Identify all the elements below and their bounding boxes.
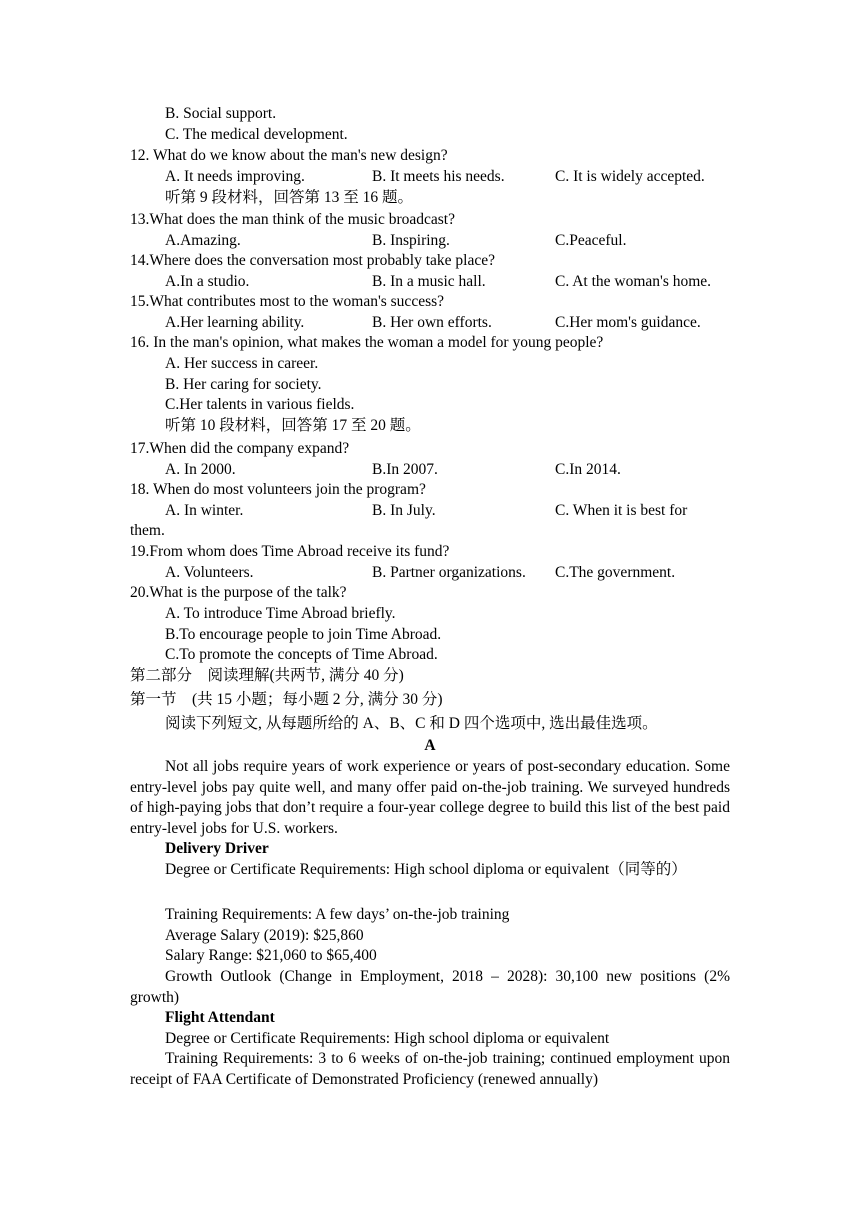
job2-training: Training Requirements: 3 to 6 weeks of on-the-job training; continued employment upon receipt of FAA Certificate of Demonstrated Proficiency (renewed annually) <box>130 1050 730 1088</box>
reading-instruction: 阅读下列短文, 从每题所给的 A、B、C 和 D 四个选项中, 选出最佳选项。 <box>165 715 658 732</box>
q15-option-a: A.Her learning ability. <box>165 314 305 331</box>
part-2-heading: 第二部分 阅读理解(共两节, 满分 40 分) <box>130 667 404 684</box>
job2-degree: Degree or Certificate Requirements: High school diploma or equivalent <box>165 1030 610 1047</box>
q15-stem: 15.What contributes most to the woman's success? <box>130 293 445 310</box>
job1-growth: Growth Outlook (Change in Employment, 2018 – 2028): 30,100 new positions (2% growth) <box>130 968 730 1006</box>
job-title-flight-attendant: Flight Attendant <box>165 1009 275 1026</box>
q19-option-c: C.The government. <box>555 564 676 581</box>
q13-stem: 13.What does the man think of the music broadcast? <box>130 211 455 228</box>
q20-stem: 20.What is the purpose of the talk? <box>130 584 347 601</box>
q17-option-c: C.In 2014. <box>555 461 621 478</box>
q17-stem: 17.When did the company expand? <box>130 440 350 457</box>
job-title-delivery-driver: Delivery Driver <box>165 840 269 857</box>
q18-option-a: A. In winter. <box>165 502 244 519</box>
q13-option-c: C.Peaceful. <box>555 232 627 249</box>
q19-option-a: A. Volunteers. <box>165 564 254 581</box>
q12-option-a: A. It needs improving. <box>165 168 305 185</box>
q18-option-b: B. In July. <box>372 502 436 519</box>
passage-intro: Not all jobs require years of work experience or years of post-secondary education. Some entry-level jobs pay quite well, and many offer paid on-the-job training. We surveyed hundreds of high-paying jobs that don’t require a four-year college degree to build this list of the best paid entry-level jobs for U.S. workers. <box>130 758 730 837</box>
job1-salary: Average Salary (2019): $25,860 <box>165 927 364 944</box>
q17-option-b: B.In 2007. <box>372 461 438 478</box>
q11-option-c: C. The medical development. <box>165 126 348 143</box>
q16-option-c: C.Her talents in various fields. <box>165 396 355 413</box>
section-10-instruction: 听第 10 段材料，回答第 17 至 20 题。 <box>165 417 421 434</box>
q19-stem: 19.From whom does Time Abroad receive its fund? <box>130 543 450 560</box>
q15-option-b: B. Her own efforts. <box>372 314 492 331</box>
q15-option-c: C.Her mom's guidance. <box>555 314 701 331</box>
q14-option-b: B. In a music hall. <box>372 273 486 290</box>
passage-label: A <box>424 737 436 754</box>
q16-stem: 16. In the man's opinion, what makes the woman a model for young people? <box>130 334 604 351</box>
q13-option-a: A.Amazing. <box>165 232 241 249</box>
q18-option-c: C. When it is best for <box>555 502 688 519</box>
q14-option-a: A.In a studio. <box>165 273 250 290</box>
q18-option-c-continued: them. <box>130 522 165 539</box>
job1-degree: Degree or Certificate Requirements: High school diploma or equivalent（同等的） <box>165 861 687 878</box>
q20-option-b: B.To encourage people to join Time Abroad. <box>165 626 442 643</box>
q18-stem: 18. When do most volunteers join the program? <box>130 481 426 498</box>
q12-option-b: B. It meets his needs. <box>372 168 505 185</box>
q12-option-c: C. It is widely accepted. <box>555 168 705 185</box>
q17-option-a: A. In 2000. <box>165 461 236 478</box>
q14-option-c: C. At the woman's home. <box>555 273 712 290</box>
q20-option-a: A. To introduce Time Abroad briefly. <box>165 605 396 622</box>
q16-option-a: A. Her success in career. <box>165 355 319 372</box>
q13-option-b: B. Inspiring. <box>372 232 450 249</box>
job1-salary-range: Salary Range: $21,060 to $65,400 <box>165 947 377 964</box>
q11-option-b: B. Social support. <box>165 105 277 122</box>
q14-stem: 14.Where does the conversation most probably take place? <box>130 252 495 269</box>
q19-option-b: B. Partner organizations. <box>372 564 526 581</box>
job1-training: Training Requirements: A few days’ on-the-job training <box>165 906 510 923</box>
section-9-instruction: 听第 9 段材料，回答第 13 至 16 题。 <box>165 189 414 206</box>
q20-option-c: C.To promote the concepts of Time Abroad. <box>165 646 438 663</box>
section-1-heading: 第一节 (共 15 小题；每小题 2 分, 满分 30 分) <box>130 691 443 708</box>
q16-option-b: B. Her caring for society. <box>165 376 322 393</box>
q12-stem: 12. What do we know about the man's new design? <box>130 147 448 164</box>
